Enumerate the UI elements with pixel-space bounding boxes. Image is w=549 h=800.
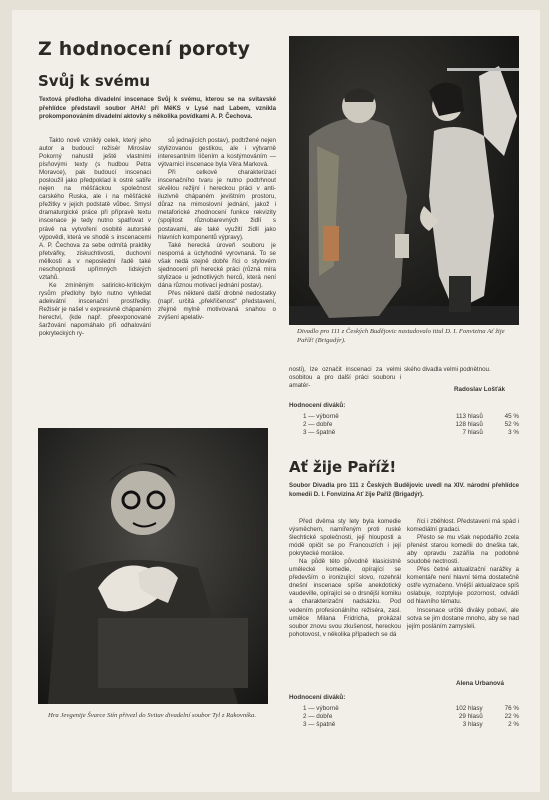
votes-table [289,704,519,729]
vote-rank: 1 — výborně [303,704,339,712]
article-title: Ať žije Paříž! [289,458,397,476]
paragraph: Ke zmíněným satiricko-kritickým rysům předlohy bylo nutno vyhledat adekvátní inscenační prostředky. Režisér je našel v expresivně chápaném herectví, (kde např. přeexponované šaržování napomáhalo při odhalování pokryteckých ry- [39,281,151,338]
vote-row [289,712,519,720]
vote-row [289,412,519,420]
paragraph: říci i zběhlost. Představení má spád i komediální gradaci. [407,518,519,534]
paragraph: Takto nově vzniklý celek, který jeho autor a budoucí režisér Miroslav Pokorný nahustil ještě vlastními písňovými texty (s hudbou Petra Moravce), pak budoucí inscenaci posloužil jako předpoklad k ostré satiře nejen na měšťáckou společnost carského Ruska, ale i na měšťácké přežitky v jejich podstatě vůbec. Smysl dramaturgické práce při přípravě textu inscenace je tedy nutno spatřovat v právě na vytvoření osobité autorské výpovědi, která ve shodě s inscenacemi A. P. Čechova za sebe odmítá praktiky přetvářky, ziskuchtivosti, duchovní mělkosti a v neposlední řadě také neschopnosti upřímných lidských vztahů. [39,137,151,281]
article-column-1 [39,137,151,399]
article-continuation-left: nosti), lze označit inscenaci za velmi osobitou a pro další práci souboru i amatér- [289,366,401,390]
article-lead: Soubor Divadla pro 111 z Českých Budějovic uvedl na XIV. národní přehlídce komedii D. I. Fonvizina Ať žije Paříž (Brigadýr). [289,482,519,498]
vote-rank: 1 — výborně [303,412,339,420]
article-column-2 [158,137,276,399]
vote-percent: 76 % [504,704,519,712]
paragraph: Přesto se mu však nepodařilo zcela přenést starou komedii do dneška tak, aby opravdu zazářila na podobné soudobé nectnosti. [407,534,519,566]
photo-caption: Hra Jevgenije Švarce Stín přivezl do Svitav divadelní soubor Tyl z Rakovníka. [48,712,257,719]
vote-row [289,704,519,712]
vote-count: 102 hlasy [455,704,483,712]
vote-rank: 3 — špatně [303,429,336,437]
vote-row [289,721,519,729]
photo-caption: Divadlo pro 111 z Českých Budějovic nastudovalo titul D. I. Fonvizina Ať žije Paříž! (Brigadýr). [297,328,505,344]
vote-percent: 22 % [504,713,519,721]
article-column-2 [407,518,519,692]
paragraph: Přes četné aktualizační narážky a komentáře není hlavní téma dostatečně ostře vyznačeno. Vnější aktualizace spíš oslabuje, rozptyluje pozornost, odvádí od hlavního tématu. [407,566,519,606]
article-title: Svůj k svému [38,72,151,90]
vote-rank: 2 — dobře [303,713,333,721]
paragraph: sů jednajících postav), podtržené nejen stylizovanou gestikou, ale i výtvarně interesantním líčením a kostýmováním — výtvarnicí inscenace byla Věra Marková. [158,137,276,169]
vote-count: 7 hlasů [462,429,483,437]
vote-row [289,429,519,437]
paragraph: Před dvěma sty lety byla komedie výsměchem, namířeným proti ruské šlechtické společnosti, její hlouposti a módě opičit se po Francouzích i její pokrytecké morálce. [289,518,401,558]
paragraph: Při celkové charakterizaci inscenačního tvaru je nutno podtrhnout skvělou režijní i hereckou práci v anti-iluzivně chápaném jevištním prostoru, důraz na mimoslovní jednání, jakož i metaforické zhodnocení funkce rekvizity (spojitost různobarevných židlí s postavami, ale také využití židlí jako hlavních komponentů výpravy). [158,169,276,241]
vote-rank: 3 — špatně [303,721,336,729]
vote-row [289,420,519,428]
vote-count: 113 hlasů [455,412,483,420]
vote-rank: 2 — dobře [303,421,333,429]
article-author: Alena Urbanová [456,680,504,687]
paragraph: Také herecká úroveň souboru je nesporná a úctyhodně vyrovnaná. To se však nedá stejně dobře říci o stylovém sjednocení při herecké práci (různá míra stylizace u jednotlivých herců, která není dána různou motivací jednání postav). [158,241,276,289]
vote-count: 29 hlasů [458,713,483,721]
votes-table [289,412,519,437]
article-column-1 [289,518,401,692]
photo-illustration [38,428,268,704]
article-lead: Textová předloha divadelní inscenace Svůj k svému, kterou se na svitavské přehlídce představil soubor AHA! při MěKS v Lysé nad Labem, vznikla prokomponováním divadelní aktovky s několika povídkami A. P. Čechova. [39,96,276,121]
article-author: Radoslav Lošťák [454,386,505,393]
vote-percent: 2 % [508,721,519,729]
paragraph: Přes některé další drobné nedostatky (např. určitá „překřičenost" představení, zřejmě mylně motivovaná snahou o zvýšení apelativ- [158,289,276,322]
section-title: Z hodnocení poroty [38,38,251,60]
vote-percent: 52 % [504,421,519,429]
vote-count: 128 hlasů [455,421,483,429]
paragraph: Na půdě této původně klasicistně umělecké komedie, opírající se především o ironizující slovo, rozehrál dnešní inscenace spíše anekdotický vaudeville, opírající se o drsnější komiku a charakterizační nadsázku. Pod vedením profesionálního režiséra, zasl. umělce Milana Fridricha, prokázal soubor znovu svou zkušenost, hereckou pohotovost, v několika případech se dá [289,558,401,638]
photo-illustration [289,36,519,325]
paragraph: Inscenace určitě diváky pobaví, ale sotva se jim dostane mnoho, aby se nad jejím posláním zamysleli. [407,606,519,630]
vote-percent: 45 % [504,412,519,420]
votes-title: Hodnocení diváků: [289,402,346,409]
photo-theatre-scene [289,36,519,325]
magazine-page [12,10,540,792]
article-continuation-right: ského divadla velmi podnětnou. [404,366,491,373]
vote-count: 3 hlasy [462,721,483,729]
vote-percent: 3 % [508,429,519,437]
votes-title: Hodnocení diváků: [289,694,346,701]
photo-actor-closeup [38,428,268,704]
